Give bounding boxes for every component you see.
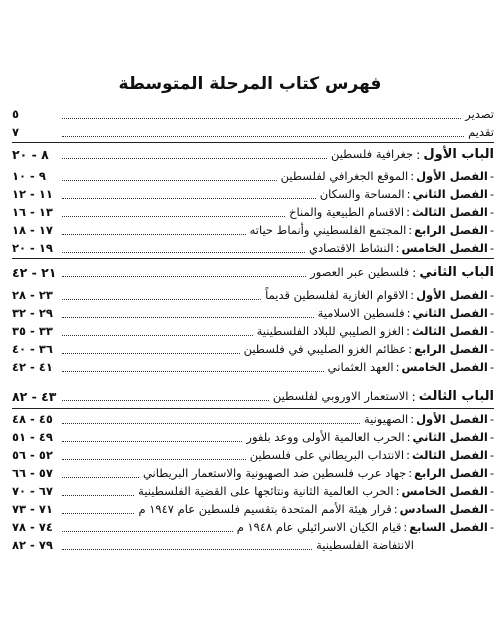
dot-leader xyxy=(62,244,305,253)
chapter-heading: الفصل الخامس xyxy=(401,484,488,498)
toc-pages: ٧ xyxy=(12,125,20,139)
chapter-row: - الفصل الرابع : المجتمع الفلسطيني وأنماط حياته ١٧ - ١٨ xyxy=(12,223,494,237)
part-heading: الباب الثالث xyxy=(418,388,494,404)
chapter-pages: ١٣ - ١٦ xyxy=(12,205,53,219)
chapter-pages: ١٧ - ١٨ xyxy=(12,223,53,237)
chapter-title: الانتداب البريطاني على فلسطين xyxy=(249,448,405,462)
chapter-row: - الفصل الأول : الموقع الجغرافي لفلسطين ٩ - ١٠ xyxy=(12,169,494,183)
chapter-heading: الفصل الثاني xyxy=(412,430,488,444)
chapter-row: - الفصل الثاني : المساحة والسكان ١١ - ١٢ xyxy=(12,187,494,201)
toc-label: تصدير xyxy=(465,107,494,121)
chapter-pages: ٩ - ١٠ xyxy=(12,169,46,183)
chapter-title: الحرب العالمية الأولى ووعد بلفور xyxy=(246,430,405,444)
chapter-title: الانتفاضة الفلسطينية xyxy=(316,538,414,552)
part-title: فلسطين عبر العصور xyxy=(310,265,410,279)
dot-leader xyxy=(62,172,277,181)
chapter-row: - الفصل الثاني : الحرب العالمية الأولى ووعد بلفور ٤٩ - ٥١ xyxy=(12,430,494,444)
chapter-title: الاقسام الطبيعية والمناخ xyxy=(289,205,405,219)
chapter-pages: ٧١ - ٧٣ xyxy=(12,502,53,516)
chapter-pages: ٥٢ - ٥٦ xyxy=(12,448,53,462)
chapter-heading: الفصل السابع xyxy=(409,520,488,534)
toc-row-introduction xyxy=(12,123,494,141)
chapter-row: - الفصل الخامس : الحرب العالمية الثانية ونتائجها على القضية الفلسطينية ٦٧ - ٧٠ xyxy=(12,484,494,498)
part-heading: الباب الأول xyxy=(423,146,494,162)
part-row: الباب الثالث : الاستعمار الاوروبي لفلسطين ٤٣ - ٨٢ xyxy=(12,387,494,405)
chapter-row: - الفصل الخامس : النشاط الاقتصادي ١٩ - ٢٠ xyxy=(12,241,494,255)
chapter-row: - الفصل الثالث : الاقسام الطبيعية والمناخ ١٣ - ١٦ xyxy=(12,205,494,219)
chapter-heading: الفصل الثالث xyxy=(411,324,488,338)
chapter-row: - الفصل الرابع : عظائم الغزو الصليبي في فلسطين ٣٦ - ٤٠ xyxy=(12,342,494,356)
chapter-pages: ٥٧ - ٦٦ xyxy=(12,466,53,480)
part-row: الباب الأول : جغرافية فلسطين ٨ - ٢٠ xyxy=(12,146,494,162)
chapter-heading: الفصل الثالث xyxy=(411,205,488,219)
chapter-row: - الفصل الأول : الاقوام الغازية لفلسطين قديماً ٢٣ - ٢٨ xyxy=(12,288,494,302)
chapter-title: المجتمع الفلسطيني وأنماط حياته xyxy=(249,223,407,237)
chapter-title: قيام الكيان الاسرائيلي عام ١٩٤٨ م xyxy=(236,520,402,534)
chapter-pages: ١١ - ١٢ xyxy=(12,187,53,201)
toc-row-foreword xyxy=(12,105,494,123)
chapter-title: قرار هيئة الأمم المتحدة بتقسيم فلسطين عام ١٩٤٧ م xyxy=(138,502,392,516)
chapter-row: - الفصل الرابع : جهاد عرب فلسطين ضد الصهيونية والاستعمار البريطاني ٥٧ - ٦٦ xyxy=(12,466,494,480)
chapter-title: الغزو الصليبي للبلاد الفلسطينية xyxy=(256,324,405,338)
part-pages: ٤٣ - ٨٢ xyxy=(12,388,57,404)
part-pages: ٨ - ٢٠ xyxy=(12,146,49,162)
dot-leader xyxy=(62,128,464,137)
chapter-title: العهد العثماني xyxy=(327,360,394,374)
dot-leader xyxy=(62,309,314,318)
part-title: جغرافية فلسطين xyxy=(330,147,414,161)
chapter-pages: ١٩ - ٢٠ xyxy=(12,241,53,255)
dot-leader xyxy=(62,451,246,460)
dot-leader xyxy=(62,541,312,550)
chapter-pages: ٢٩ - ٣٢ xyxy=(12,306,53,320)
part-heading: الباب الثاني xyxy=(419,264,494,280)
chapter-pages: ٣٣ - ٣٥ xyxy=(12,324,53,338)
chapter-row: - الفصل الثالث : الغزو الصليبي للبلاد الفلسطينية ٣٣ - ٣٥ xyxy=(12,324,494,338)
chapter-title: المساحة والسكان xyxy=(319,187,405,201)
dot-leader xyxy=(62,208,285,217)
dot-leader xyxy=(62,226,246,235)
dot-leader xyxy=(62,433,242,442)
toc-label: تقديم xyxy=(468,125,494,139)
chapter-pages: ٧٩ - ٨٢ xyxy=(12,538,53,552)
dot-leader xyxy=(62,327,253,336)
chapter-pages: ٢٣ - ٢٨ xyxy=(12,288,53,302)
dot-leader xyxy=(62,505,134,514)
chapter-heading: الفصل الأول xyxy=(416,412,488,426)
dot-leader xyxy=(62,415,360,424)
chapter-pages: ٧٤ - ٧٨ xyxy=(12,520,53,534)
chapter-title: فلسطين الاسلامية xyxy=(317,306,405,320)
part-title: الاستعمار الاوروبي لفلسطين xyxy=(272,389,409,403)
chapter-heading: الفصل السادس xyxy=(399,502,488,516)
chapter-heading: الفصل الرابع xyxy=(414,466,488,480)
part-divider xyxy=(12,258,494,259)
chapter-title: النشاط الاقتصادي xyxy=(309,241,394,255)
chapter-pages: ٤٥ - ٤٨ xyxy=(12,412,53,426)
chapter-pages: ٦٧ - ٧٠ xyxy=(12,484,53,498)
chapter-row: - الفصل الثاني : فلسطين الاسلامية ٢٩ - ٣٢ xyxy=(12,306,494,320)
chapter-row xyxy=(12,536,494,554)
dot-leader xyxy=(62,190,316,199)
chapter-heading: الفصل الأول xyxy=(416,169,488,183)
chapter-row: - الفصل السادس : قرار هيئة الأمم المتحدة بتقسيم فلسطين عام ١٩٤٧ م ٧١ - ٧٣ xyxy=(12,502,494,516)
dot-leader xyxy=(62,345,240,354)
dot-leader xyxy=(62,487,134,496)
part-row: الباب الثاني : فلسطين عبر العصور ٢١ - ٤٢ xyxy=(12,264,494,280)
chapter-heading: الفصل الثاني xyxy=(412,187,488,201)
dot-leader xyxy=(62,392,269,401)
part-underline xyxy=(12,408,494,409)
chapter-row: - الفصل السابع : قيام الكيان الاسرائيلي عام ١٩٤٨ م ٧٤ - ٧٨ xyxy=(12,520,494,534)
chapter-heading: الفصل الرابع xyxy=(414,342,488,356)
dot-leader xyxy=(62,363,324,372)
chapter-title: الحرب العالمية الثانية ونتائجها على القضية الفلسطينية xyxy=(138,484,394,498)
chapter-title: عظائم الغزو الصليبي في فلسطين xyxy=(243,342,407,356)
chapter-title: الموقع الجغرافي لفلسطين xyxy=(280,169,409,183)
chapter-heading: الفصل الثاني xyxy=(412,306,488,320)
dot-leader xyxy=(62,291,261,300)
page-title: فهرس كتاب المرحلة المتوسطة xyxy=(118,74,382,94)
dot-leader xyxy=(62,110,461,119)
chapter-row: - الفصل الأول : الصهيونية ٤٥ - ٤٨ xyxy=(12,412,494,426)
chapter-pages: ٤١ - ٤٢ xyxy=(12,360,53,374)
chapter-pages: ٤٩ - ٥١ xyxy=(12,430,53,444)
dot-leader xyxy=(62,469,139,478)
chapter-title: جهاد عرب فلسطين ضد الصهيونية والاستعمار البريطاني xyxy=(142,466,407,480)
chapter-title: الصهيونية xyxy=(363,412,409,426)
chapter-heading: الفصل الخامس xyxy=(401,360,488,374)
chapter-heading: الفصل الثالث xyxy=(411,448,488,462)
chapter-heading: الفصل الرابع xyxy=(414,223,488,237)
chapter-row: - الفصل الخامس : العهد العثماني ٤١ - ٤٢ xyxy=(12,360,494,374)
dot-leader xyxy=(62,268,306,277)
chapter-heading: الفصل الخامس xyxy=(401,241,488,255)
dot-leader xyxy=(62,523,233,532)
dot-leader xyxy=(62,150,327,159)
toc-pages: ٥ xyxy=(12,107,20,121)
part-divider xyxy=(12,142,494,143)
part-pages: ٢١ - ٤٢ xyxy=(12,264,57,280)
chapter-row: - الفصل الثالث : الانتداب البريطاني على فلسطين ٥٢ - ٥٦ xyxy=(12,448,494,462)
chapter-pages: ٣٦ - ٤٠ xyxy=(12,342,53,356)
chapter-title: الاقوام الغازية لفلسطين قديماً xyxy=(265,288,409,302)
chapter-heading: الفصل الأول xyxy=(416,288,488,302)
